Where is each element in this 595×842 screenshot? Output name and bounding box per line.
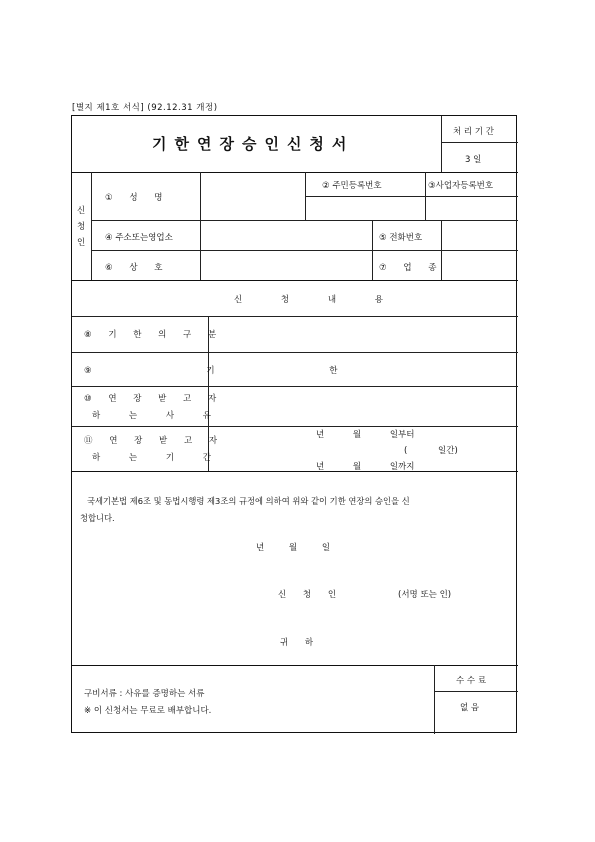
address-field[interactable]: [201, 221, 371, 249]
statement-date: 년 월 일: [256, 543, 331, 553]
fee-divider: [434, 665, 435, 734]
name-field[interactable]: [201, 173, 304, 219]
required-documents-text: 구비서류 : 사유를 증명하는 서류: [84, 689, 205, 699]
phone-label: ⑤ 전화번호: [379, 233, 423, 243]
statement-line-2: 청합니다.: [80, 513, 115, 523]
statement-addressee: 귀 하: [280, 638, 321, 648]
form-caption: [별지 제1호 서식] (92.12.31 개정): [72, 103, 218, 113]
contents-row-line-3: [72, 426, 518, 427]
trade-name-field[interactable]: [201, 251, 371, 279]
title-divider: [441, 116, 442, 172]
fee-label: 수 수 료: [456, 676, 487, 686]
address-label: ④ 주소또는영업소: [105, 233, 173, 243]
period-label-line-1: ⑪ 연 장 받 고 자: [84, 436, 225, 446]
period-from-text: 년 월 일부터: [316, 430, 415, 440]
distribution-note: ※ 이 신청서는 무료로 배부합니다.: [84, 706, 212, 716]
deadline-type-label: ⑧ 기 한 의 구 분: [84, 330, 224, 340]
business-type-field[interactable]: [442, 251, 517, 279]
resident-number-label: ② 주민등록번호: [322, 181, 382, 191]
name-label: ① 성 명: [105, 193, 170, 203]
applicant-side-char-1: 신: [77, 206, 86, 216]
trade-name-label: ⑥ 상 호: [105, 263, 170, 273]
applicant-bottom-border: [72, 280, 518, 281]
business-number-label: ③사업자등록번호: [428, 181, 494, 191]
deadline-label: ⑨ 기 한: [84, 366, 394, 376]
period-label-line-2: 하 는 기 간: [92, 453, 224, 463]
processing-value: 3 일: [465, 155, 482, 165]
contents-bottom-border: [72, 471, 518, 472]
application-form: [71, 115, 517, 733]
contents-header: 신 청 내 용: [234, 295, 401, 305]
resident-number-field[interactable]: [306, 197, 424, 219]
phone-field[interactable]: [442, 221, 517, 249]
fee-value: 없 음: [460, 703, 480, 713]
fee-row-line: [434, 691, 518, 692]
deadline-field[interactable]: [209, 353, 517, 385]
applicant-side-char-3: 인: [77, 238, 86, 248]
statement-signature-text: (서명 또는 인): [398, 590, 452, 600]
business-type-label: ⑦ 업 종: [379, 263, 444, 273]
statement-line-1: 국세기본법 제6조 및 동법시행령 제3조의 규정에 의하여 위와 같이 기한 연장의 승인을 신: [87, 496, 410, 506]
reason-label-line-2: 하 는 사 유: [92, 411, 224, 421]
statement-applicant-label: 신 청 인: [278, 590, 344, 600]
form-title: 기한연장승인신청서: [152, 135, 355, 153]
phone-label-left-divider: [372, 220, 373, 280]
period-to-text: 년 월 일까지: [316, 462, 415, 472]
period-days-text: ( 일간): [404, 446, 458, 456]
deadline-type-field[interactable]: [209, 317, 517, 351]
reason-label-line-1: ⑩ 연 장 받 고 자: [84, 394, 224, 404]
applicant-side-char-2: 청: [77, 222, 86, 232]
reason-field[interactable]: [209, 387, 517, 425]
processing-divider: [441, 142, 518, 143]
statement-bottom-border: [72, 665, 518, 666]
processing-label: 처 리 기 간: [453, 127, 494, 137]
applicant-side-divider: [91, 172, 92, 280]
business-number-field[interactable]: [426, 197, 517, 219]
